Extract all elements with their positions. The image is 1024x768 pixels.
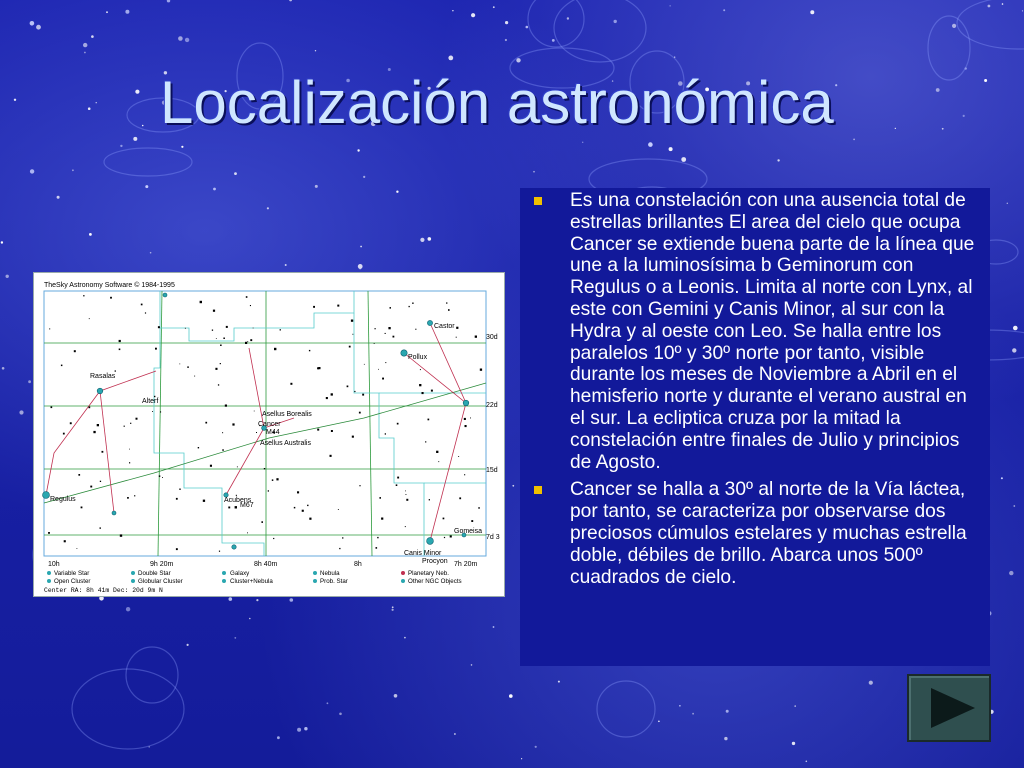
bullet-list — [530, 190, 982, 594]
label-m44: M44 — [266, 429, 280, 436]
bullet-square-icon — [534, 197, 542, 205]
bullet-text: Es una constelación con una ausencia total de estrellas brillantes El area del cielo que ocupa Cancer se extiende buena parte de la línea que une a la luminosísima b Geminorum con Regulus o a Leonis. Limita al norte con Lynx, al este con Gemini y Canis Minor, al sur con la Hydra y al oeste con Leo. Se halla entre los paralelos 10º y 30º norte por tanto, visible durante los meses de Noviembre a Abril en el hemisferio norte y durante el verano austral en el sur. La ecliptica cruza por la mitad la constelación entre finales de Julio y principios de Agosto. — [570, 190, 975, 473]
bullet-text: Cancer se halla a 30º al norte de la Vía láctea, por tanto, se caracteriza por observarse dos preciosos cúmulos estelares y muchas estrella doble, débiles de brillo. Abarca unos 500º cuadrados de cielo. — [570, 479, 967, 588]
bullet-item — [530, 190, 982, 473]
label-m67: M67 — [240, 502, 254, 509]
label-alterf: Alterf — [142, 398, 159, 405]
svg-text:Galaxy: Galaxy — [230, 570, 250, 577]
dec-label-7: 7d 3 — [486, 534, 500, 541]
label-procyon: Procyon — [422, 558, 448, 565]
label-pollux: Pollux — [408, 354, 428, 361]
svg-text:Variable Star: Variable Star — [54, 570, 90, 577]
svg-text:Cluster+Nebula: Cluster+Nebula — [230, 578, 273, 585]
svg-text:Other NGC Objects: Other NGC Objects — [408, 578, 462, 585]
svg-text:Globular Cluster: Globular Cluster — [138, 578, 183, 585]
ra-label-8h40: 8h 40m — [254, 561, 278, 568]
label-castor: Castor — [434, 323, 455, 330]
description-panel — [520, 188, 990, 666]
ra-label-10h: 10h — [48, 561, 60, 568]
label-asellus-borealis: Asellus Borealis — [262, 411, 312, 418]
dec-label-15: 15d — [486, 467, 498, 474]
label-acubens: Acubens — [224, 497, 252, 504]
label-rasalas: Rasalas — [90, 373, 116, 380]
label-cancer: Cancer — [258, 421, 281, 428]
next-slide-button[interactable] — [907, 674, 991, 742]
cancer-star-map — [34, 273, 504, 596]
dec-label-22: 22d — [486, 402, 498, 409]
svg-text:Prob. Star: Prob. Star — [320, 578, 348, 585]
star-map-image — [34, 273, 504, 596]
play-triangle-icon — [909, 676, 989, 740]
label-asellus-australis: Asellus Australis — [260, 440, 311, 447]
ra-label-9h20: 9h 20m — [150, 561, 174, 568]
label-canis-minor: Canis Minor — [404, 550, 442, 557]
ra-label-8h: 8h — [354, 561, 362, 568]
svg-text:Open Cluster: Open Cluster — [54, 578, 91, 585]
dec-label-30: 30d — [486, 334, 498, 341]
svg-text:Nebula: Nebula — [320, 570, 340, 577]
bullet-square-icon — [534, 486, 542, 494]
slide-title: Localización astronómica — [160, 69, 834, 136]
label-gomeisa: Gomeisa — [454, 528, 483, 535]
star-map-center: Center RA: 8h 41m Dec: 20d 9m N — [44, 587, 163, 594]
svg-text:Planetary Neb.: Planetary Neb. — [408, 570, 449, 577]
svg-text:Double Star: Double Star — [138, 570, 171, 577]
label-regulus: Regulus — [50, 496, 76, 503]
star-map-header: TheSky Astronomy Software © 1984-1995 — [44, 282, 175, 289]
ra-label-7h20: 7h 20m — [454, 561, 478, 568]
bullet-item — [530, 479, 982, 588]
